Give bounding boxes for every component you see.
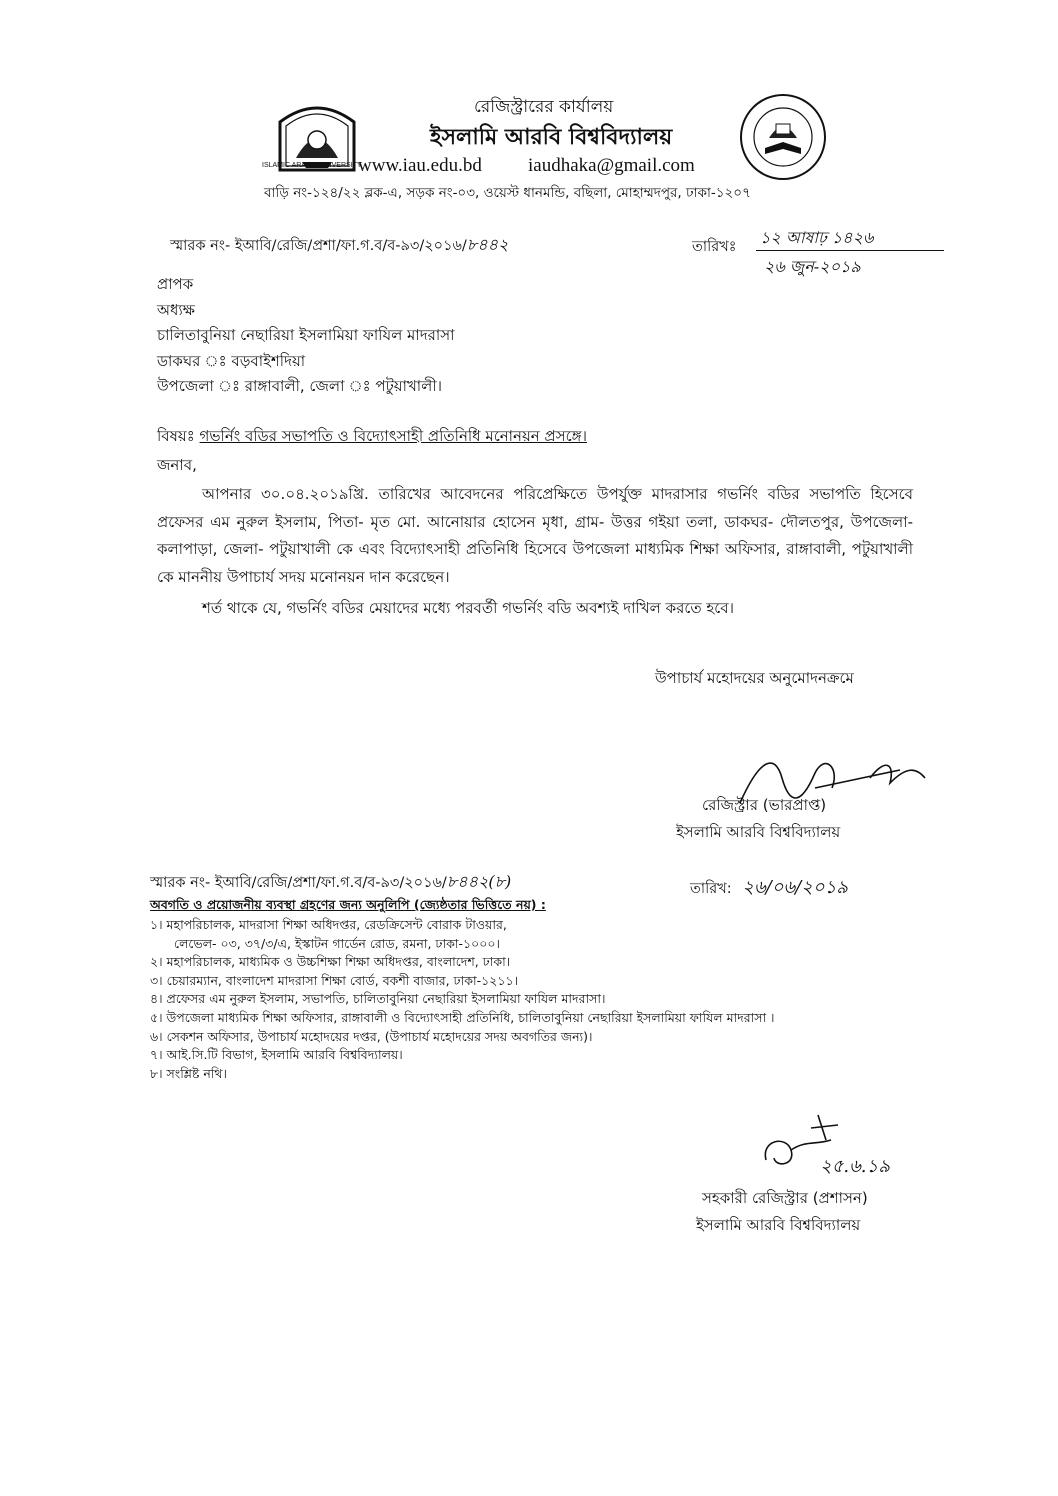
memo2-date: ২৬/০৬/২০১৯ [742,877,848,898]
assistant-registrar-org: ইসলামি আরবি বিশ্ববিদ্যালয় [696,1216,861,1234]
university-name: ইসলামি আরবি বিশ্ববিদ্যালয় [430,125,673,150]
salutation: জনাব, [157,456,197,474]
body-paragraph: শর্ত থাকে যে, গভর্নিং বডির মেয়াদের মধ্যে পরবর্তী গভর্নিং বডি অবশ্যই দাখিল করতে হবে। [202,599,734,617]
subject-line [157,425,587,450]
memo2-reference [150,869,511,896]
approval-note: উপাচার্য মহোদয়ের অনুমোদনক্রমে [655,669,854,687]
recipient-line: ডাকঘর ঃ বড়বাইশদিয়া [157,351,306,370]
memo-date-bangla: ১২ আষাঢ় ১৪২৬ [760,228,874,247]
recipient-line: চালিতাবুনিয়া নেছারিয়া ইসলামিয়া ফাযিল মাদরাসা [157,326,455,344]
cc-item: লেভেল- ০৩, ৩৭/৩/এ, ইস্কাটন গার্ডেন রোড, রমনা, ঢাকা-১০০০। [174,935,500,951]
memo-ref-number: ৮৪৪২ [466,235,509,254]
recipient-block [157,272,454,400]
body-paragraph: আপনার ৩০.০৪.২০১৯খ্রি. তারিখের আবেদনের পরিপ্রেক্ষিতে উপর্যুক্ত মাদরাসার গভর্নিং বডির সভাপতি হিসেবে প্রফেসর এম নুরুল ইসলাম, পিতা- মৃত মো. আনোয়ার হোসেন মৃধা, গ্রাম- উত্তর গইয়া তলা, ডাকঘর- দৌলতপুর, উপজেলা- কলাপাড়া, জেলা- পটুয়াখালী কে এবং বিদ্যোৎসাহী প্রতিনিধি হিসেবে উপজেলা মাধ্যমিক শিক্ষা অফিসার, রাঙ্গাবালী, পটুয়াখালী কে মাননীয় উপাচার্য সদয় মনোনয়ন দান করেছেন। [157,485,913,586]
office-name: রেজিস্ট্রারের কার্যালয় [474,97,614,117]
cc-item: ২। মহাপরিচালক, মাধ্যমিক ও উচ্চশিক্ষা শিক্ষা অধিদপ্তর, বাংলাদেশ, ঢাকা। [150,954,511,970]
cc-item: ৭। আই.সি.টি বিভাগ, ইসলামি আরবি বিশ্ববিদ্যালয়। [150,1047,403,1063]
registrar-title: রেজিস্ট্রার (ভারপ্রাপ্ত) [702,796,827,814]
date-divider [756,250,944,251]
assistant-registrar-sign-date: ২৫.৬.১৯ [820,1156,890,1177]
memo-reference [170,232,508,259]
registrar-org: ইসলামি আরবি বিশ্ববিদ্যালয় [676,823,841,841]
subject-text: গভর্নিং বডির সভাপতি ও বিদ্যোৎসাহী প্রতিনিধি মনোনয়ন প্রসঙ্গে। [199,427,587,445]
recipient-line: উপজেলা ঃ রাঙ্গাবালী, জেলা ঃ পটুয়াখালী। [157,377,442,395]
cc-item: ৮। সংশ্লিষ্ট নথি। [150,1065,227,1081]
email-link[interactable]: iaudhaka@gmail.com [528,155,695,176]
cc-item: ৫। উপজেলা মাধ্যমিক শিক্ষা অফিসার, রাঙ্গাবালী ও বিদ্যোৎসাহী প্রতিনিধি, চালিতাবুনিয়া নেছারিয়া ইসলামিয়া ফাযিল মাদরাসা । [150,1009,775,1025]
cc-heading: অবগতি ও প্রয়োজনীয় ব্যবস্থা গ্রহণের জন্য অনুলিপি (জ্যেষ্ঠতার ভিত্তিতে নয়) : [150,897,546,912]
cc-item: ৩। চেয়ারম্যান, বাংলাদেশ মাদরাসা শিক্ষা বোর্ড, বকশী বাজার, ঢাকা-১২১১। [150,972,519,988]
memo2-ref-prefix: স্মারক নং- ইআবি/রেজি/প্রশা/ফা.গ.ব/ব-৯৩/২০১৬/ [150,875,447,891]
memo2-date-label-text: তারিখ: [690,881,732,897]
memo2-date-label [690,873,848,904]
recipient-line: প্রাপক [157,275,194,293]
address-line: বাড়ি নং-১২৪/২২ ব্লক-এ, সড়ক নং-০৩, ওয়েস্ট ধানমন্ডি, বছিলা, মোহাম্মদপুর, ঢাকা-১২০৭ [264,185,751,201]
logo-caption: ISLAMIC ARABIC UNIVERSITY [262,162,362,169]
assistant-registrar-title: সহকারী রেজিস্ট্রার (প্রশাসন) [702,1189,868,1207]
cc-item: ৪। প্রফেসর এম নুরুল ইসলাম, সভাপতি, চালিতাবুনিয়া নেছারিয়া ইসলামিয়া ফাযিল মাদরাসা। [150,991,606,1007]
cc-item: ৬। সেকশন অফিসার, উপাচার্য মহোদয়ের দপ্তর, (উপাচার্য মহোদয়ের সদয় অবগতির জন্য)। [150,1028,593,1044]
memo-ref-prefix: স্মারক নং- ইআবি/রেজি/প্রশা/ফা.গ.ব/ব-৯৩/২০১৬/ [170,238,467,254]
recipient-line: অধ্যক্ষ [157,300,195,319]
cc-list [150,916,775,1083]
subject-label: বিষয়ঃ [157,427,195,445]
memo2-ref-number: ৮৪৪২(৮) [446,872,512,891]
board-seal [738,92,828,182]
memo-date-english: ২৬ জুন-২০১৯ [764,257,861,276]
website-link[interactable]: www.iau.edu.bd [358,155,482,176]
memo-date-label: তারিখঃ [692,239,737,255]
cc-item: ১। মহাপরিচালক, মাদরাসা শিক্ষা অধিদপ্তর, রেডক্রিসেন্ট বোরাক টাওয়ার, [150,917,507,932]
